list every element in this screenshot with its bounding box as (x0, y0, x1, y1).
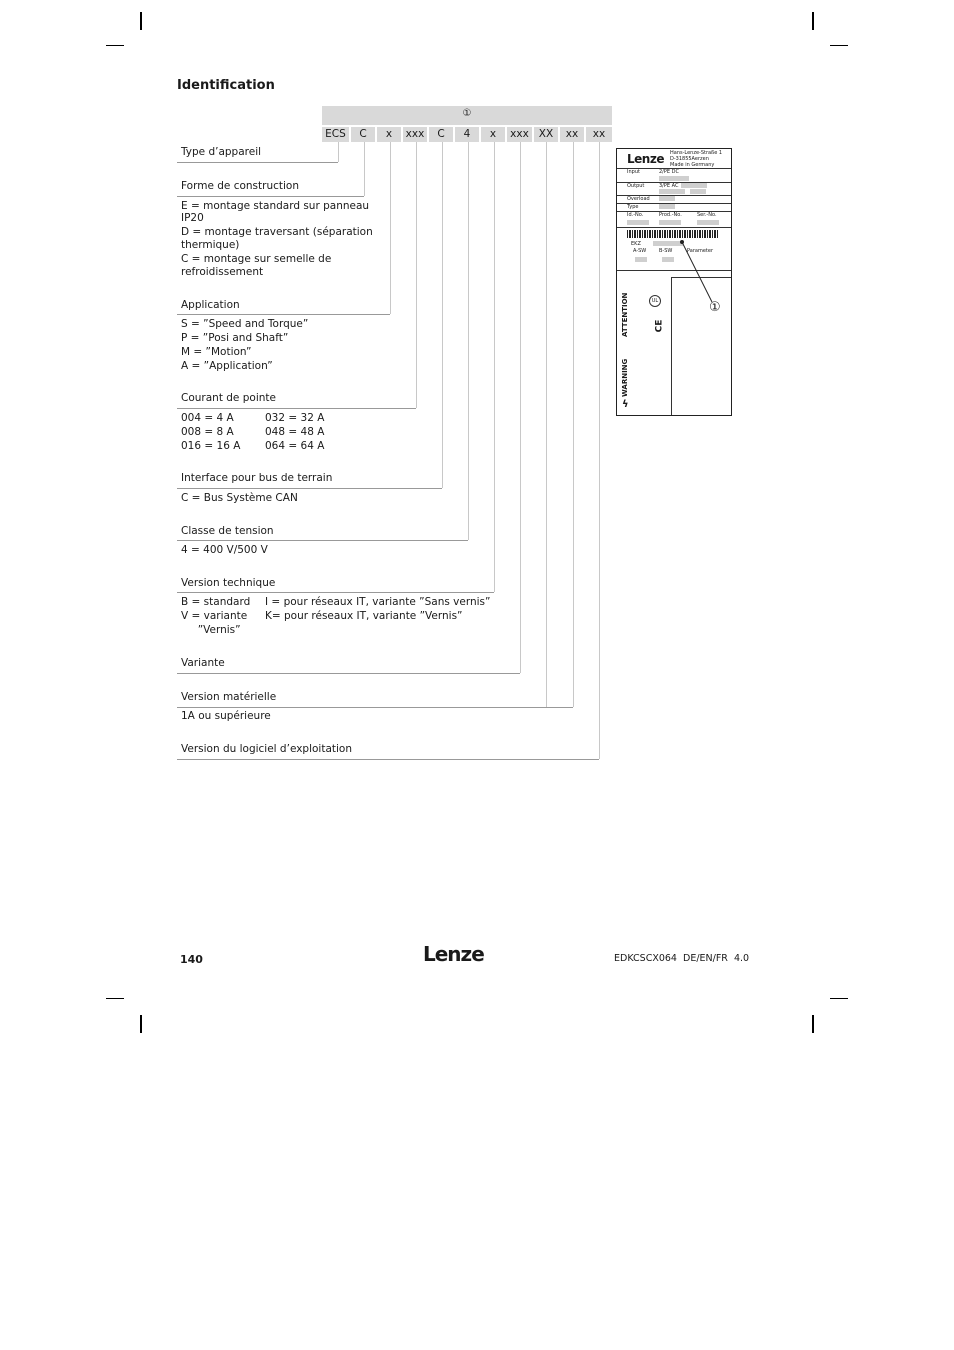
nameplate-row: Output (627, 183, 645, 189)
section-line (177, 707, 573, 708)
connector-line (390, 142, 391, 314)
construction-option: E = montage standard sur panneau (181, 200, 370, 212)
nameplate-row: Prod.-No. (659, 212, 682, 218)
nameplate-sw: B-SW (659, 248, 673, 254)
section-label-variant: Variante (181, 657, 225, 669)
tech-option: ”Vernis” (181, 624, 241, 636)
application-option: A = ”Application” (181, 360, 273, 372)
crop-mark (106, 998, 124, 999)
connector-line (442, 142, 443, 488)
nameplate-sw: A-SW (633, 248, 647, 254)
type-code-header (322, 106, 612, 125)
connector-line (573, 142, 574, 707)
current-option: 008 = 8 A (181, 426, 234, 438)
section-label-bus: Interface pour bus de terrain (181, 472, 333, 484)
section-label-construction: Forme de construction (181, 180, 300, 192)
section-line (177, 759, 599, 760)
section-label-software: Version du logiciel d’exploitation (181, 743, 353, 755)
connector-line (416, 142, 417, 408)
callout-marker: ① (462, 108, 472, 119)
tech-option: K= pour réseaux IT, variante ”Vernis” (265, 610, 463, 622)
type-code-cell: xx (586, 127, 612, 142)
section-line (177, 314, 390, 315)
section-line (177, 162, 338, 163)
nameplate-value: 3/PE AC (659, 183, 679, 189)
current-option: 064 = 64 A (265, 440, 325, 452)
attention-label: ATTENTION (621, 292, 629, 337)
connector-line (599, 142, 600, 759)
nameplate-row: Id.-No. (627, 212, 644, 218)
page-number: 140 (180, 953, 203, 966)
nameplate-sw: Parameter (687, 248, 714, 254)
connector-line (546, 142, 547, 707)
section-label-type: Type d’appareil (181, 146, 262, 158)
application-option: S = ”Speed and Torque” (181, 318, 309, 330)
nameplate-address: D-31855Aerzen (670, 156, 709, 162)
nameplate-row: Input (627, 169, 640, 175)
application-option: P = ”Posi and Shaft” (181, 332, 289, 344)
nameplate-logo: Lenze (627, 152, 664, 166)
section-line (177, 592, 494, 593)
lightning-icon: ϟ (622, 399, 629, 410)
current-option: 048 = 48 A (265, 426, 325, 438)
bus-option: C = Bus Système CAN (181, 492, 298, 504)
section-label-tech: Version technique (181, 577, 276, 589)
section-line (177, 196, 364, 197)
hardware-option: 1A ou supérieure (181, 710, 271, 722)
connector-line (364, 142, 365, 196)
type-code-cell: 4 (455, 127, 479, 142)
crop-mark (830, 998, 848, 999)
nameplate-address: Hans-Lenze-Straße 1 (670, 150, 723, 156)
nameplate-row: Type (627, 204, 639, 210)
construction-option: thermique) (181, 239, 240, 251)
doc-code: EDKCSCX064 DE/EN/FR 4.0 (614, 953, 750, 964)
type-code-cell: xx (560, 127, 584, 142)
construction-option: C = montage sur semelle de (181, 253, 332, 265)
type-code-cell: C (351, 127, 375, 142)
voltage-option: 4 = 400 V/500 V (181, 544, 268, 556)
nameplate-address: Made in Germany (670, 162, 715, 168)
nameplate-row: Ser.-No. (697, 212, 717, 218)
type-code-cell: ECS (322, 127, 349, 142)
type-code-cell: C (429, 127, 453, 142)
type-code-cell: XX (534, 127, 558, 142)
section-line (177, 540, 468, 541)
current-option: 016 = 16 A (181, 440, 241, 452)
section-line (177, 408, 416, 409)
nameplate-value: 2/PE DC (659, 169, 679, 175)
ul-mark-icon: UL (649, 295, 661, 307)
ce-mark-icon: CE (654, 319, 665, 333)
section-line (177, 488, 442, 489)
nameplate-sw: EKZ (631, 241, 641, 247)
tech-option: B = standard (181, 596, 251, 608)
type-code-cell: x (481, 127, 505, 142)
current-option: 032 = 32 A (265, 412, 325, 424)
callout-marker: ① (709, 300, 721, 315)
connector-line (520, 142, 521, 673)
crop-mark (140, 12, 142, 30)
warning-label: WARNING (621, 358, 629, 397)
crop-mark (140, 1015, 142, 1033)
type-code-cell: x (377, 127, 401, 142)
section-label-application: Application (181, 299, 240, 311)
crop-mark (812, 12, 814, 30)
section-label-voltage: Classe de tension (181, 525, 274, 537)
current-option: 004 = 4 A (181, 412, 234, 424)
construction-option: D = montage traversant (séparation (181, 226, 373, 238)
section-label-hardware: Version matérielle (181, 691, 277, 703)
connector-line (468, 142, 469, 540)
nameplate-row: Overload (627, 196, 650, 202)
tech-option: V = variante (181, 610, 248, 622)
type-code-cell: xxx (507, 127, 532, 142)
connector-line (338, 142, 339, 162)
tech-option: I = pour réseaux IT, variante ”Sans vernis” (265, 596, 491, 608)
application-option: M = ”Motion” (181, 346, 252, 358)
connector-line (494, 142, 495, 592)
crop-mark (106, 45, 124, 46)
page-title: Identification (177, 78, 275, 93)
crop-mark (830, 45, 848, 46)
type-code-cell: xxx (403, 127, 427, 142)
section-line (177, 673, 520, 674)
construction-option: IP20 (181, 212, 204, 224)
crop-mark (812, 1015, 814, 1033)
section-label-current: Courant de pointe (181, 392, 276, 404)
brand-logo: Lenze (423, 942, 484, 966)
construction-option: refroidissement (181, 266, 264, 278)
